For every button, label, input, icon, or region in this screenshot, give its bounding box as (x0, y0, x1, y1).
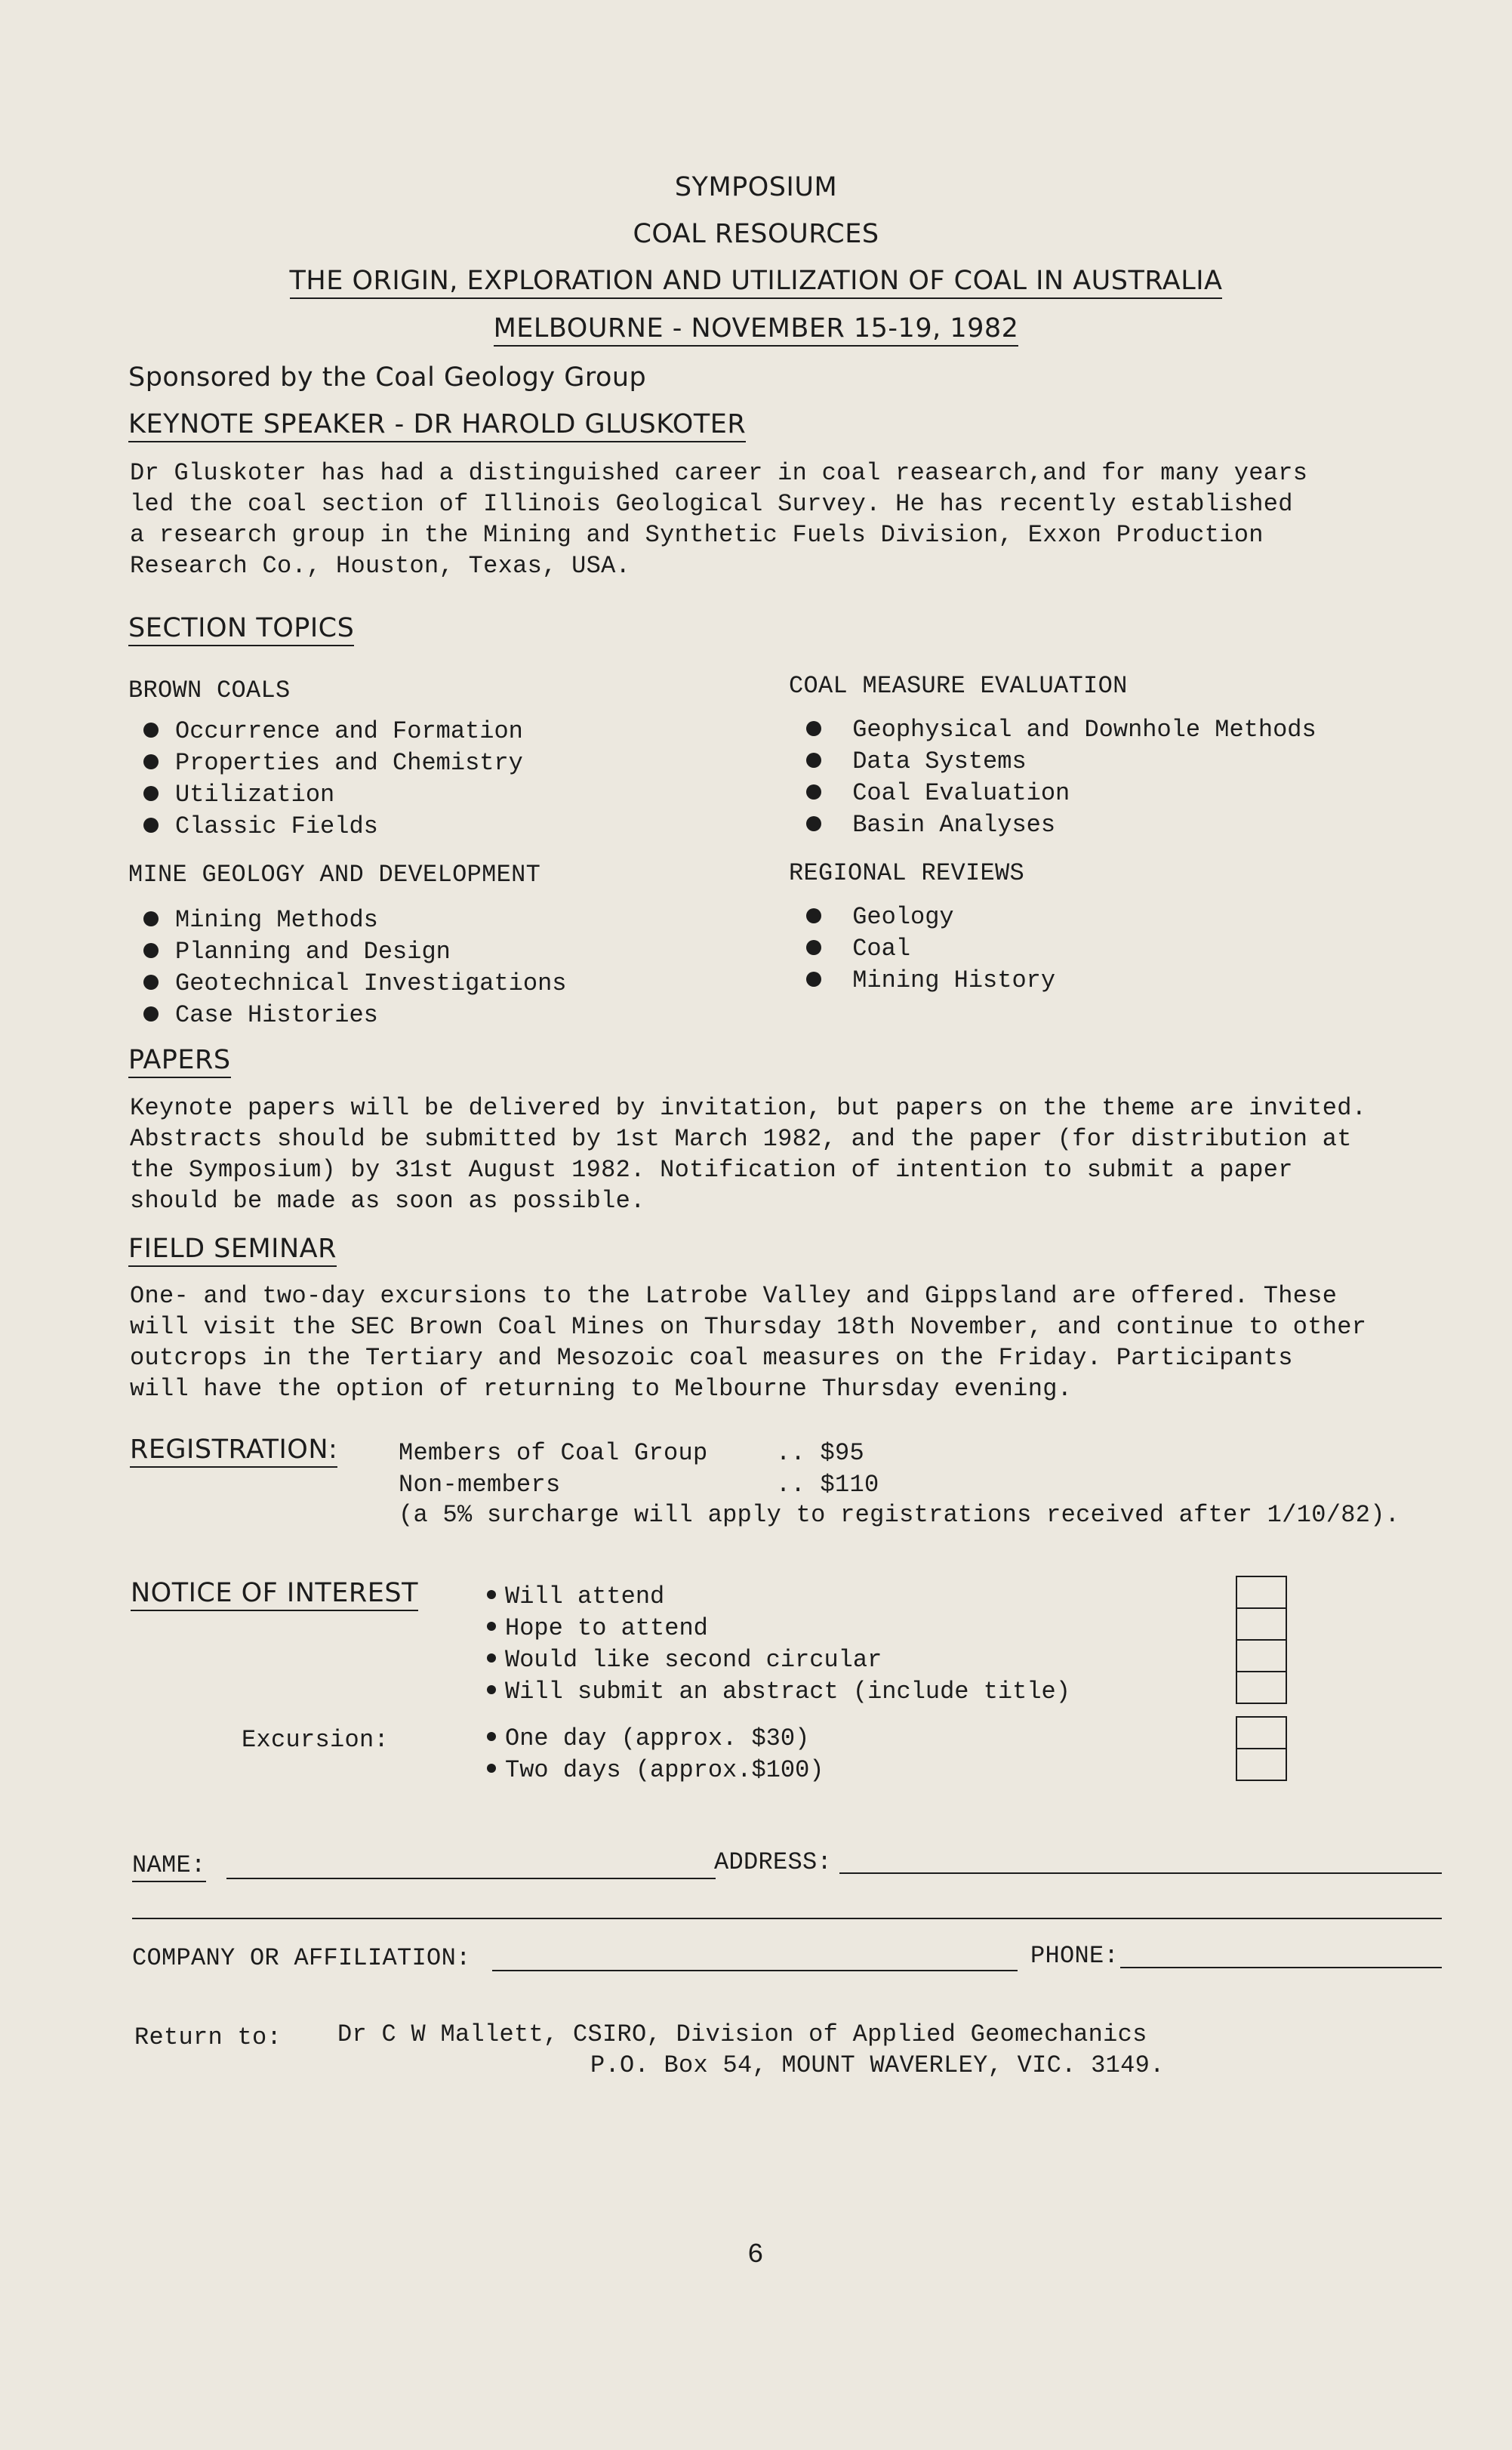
excursion-label: Excursion: (242, 1726, 390, 1754)
field-seminar-paragraph: One- and two-day excursions to the Latrobe Valley and Gippsland are offered. These will visit the SEC Brown Coal Mines on Thursday 18th November, and continue to other outcrops in the Tertiary and Mesozoic coal measures on the Friday. Participants will have the option of returning to Melbourne Thursday evening. (130, 1282, 1367, 1403)
name-field[interactable] (226, 1878, 716, 1879)
bullet-icon (143, 911, 159, 926)
bullet-icon (487, 1764, 496, 1773)
registration-members-fee: .. $95 (776, 1439, 865, 1467)
bullet-icon (806, 816, 821, 831)
list-item: Mining Methods (143, 904, 566, 936)
papers-heading: PAPERS (128, 1045, 231, 1075)
address-field-line-2[interactable] (132, 1918, 1442, 1919)
checkbox-one-day[interactable] (1237, 1718, 1286, 1749)
checkbox-two-days[interactable] (1237, 1749, 1286, 1780)
bullet-icon (806, 908, 821, 923)
list-item: Classic Fields (143, 811, 523, 843)
list-item: Two days (approx.$100) (487, 1755, 824, 1786)
list-item: Coal (806, 933, 1055, 965)
return-to-address-line-2: P.O. Box 54, MOUNT WAVERLEY, VIC. 3149. (590, 2051, 1165, 2079)
bullet-icon (487, 1732, 496, 1741)
bullet-icon (487, 1685, 496, 1694)
list-item: Will submit an abstract (include title) (487, 1676, 1070, 1708)
company-label: COMPANY OR AFFILIATION: (132, 1944, 471, 1972)
topic-group-title: BROWN COALS (128, 676, 291, 704)
section-topics-heading: SECTION TOPICS (128, 613, 354, 643)
checkbox-will-attend[interactable] (1237, 1577, 1286, 1609)
list-item: Hope to attend (487, 1613, 1070, 1644)
page-number: 6 (747, 2239, 764, 2270)
bullet-icon (143, 1006, 159, 1022)
address-label: ADDRESS: (714, 1848, 833, 1876)
header-symposium: SYMPOSIUM (674, 172, 838, 202)
bullet-icon (143, 818, 159, 833)
bullet-icon (143, 723, 159, 738)
list-item: Would like second circular (487, 1644, 1070, 1676)
keynote-heading: KEYNOTE SPEAKER - DR HAROLD GLUSKOTER (128, 409, 746, 439)
company-field[interactable] (492, 1970, 1018, 1971)
notice-heading: NOTICE OF INTEREST (131, 1578, 418, 1608)
return-to-label: Return to: (134, 2023, 282, 2051)
return-to-address-line-1: Dr C W Mallett, CSIRO, Division of Applied Geomechanics (337, 2020, 1147, 2048)
topic-group-title: COAL MEASURE EVALUATION (789, 672, 1128, 700)
bullet-icon (487, 1590, 496, 1599)
list-item: Geotechnical Investigations (143, 968, 566, 1000)
papers-paragraph: Keynote papers will be delivered by invitation, but papers on the theme are invited. Abstracts should be submitted by 1st March 1982, and the paper (for distribution at the Symposium) by 31st August 1982. Notification of intention to submit a paper should be made as soon as possible. (130, 1094, 1367, 1215)
bullet-icon (806, 753, 821, 768)
phone-field[interactable] (1120, 1967, 1442, 1968)
address-field[interactable] (839, 1872, 1442, 1874)
list-item: Geophysical and Downhole Methods (806, 714, 1316, 746)
list-item: Mining History (806, 965, 1055, 997)
registration-members-label: Members of Coal Group (399, 1439, 708, 1467)
header-title: THE ORIGIN, EXPLORATION AND UTILIZATION OF COAL IN AUSTRALIA (0, 266, 1512, 296)
checkbox-second-circular[interactable] (1237, 1641, 1286, 1672)
bullet-icon (806, 940, 821, 955)
list-item: One day (approx. $30) (487, 1723, 824, 1755)
field-seminar-heading: FIELD SEMINAR (128, 1234, 337, 1264)
header-date-location: MELBOURNE - NOVEMBER 15-19, 1982 (0, 313, 1512, 344)
registration-nonmembers-label: Non-members (399, 1471, 561, 1499)
excursion-options (487, 1723, 824, 1786)
registration-heading: REGISTRATION: (130, 1435, 337, 1465)
list-item: Data Systems (806, 746, 1316, 778)
bullet-icon (806, 784, 821, 800)
name-label: NAME: (132, 1851, 206, 1879)
list-item: Properties and Chemistry (143, 747, 523, 779)
keynote-paragraph: Dr Gluskoter has had a distinguished career in coal reasearch,and for many years led the coal section of Illinois Geological Survey. He has recently established a research group in the Mining and Synthetic Fuels Division, Exxon Production Research Co., Houston, Texas, USA. (130, 459, 1308, 580)
topic-list-mine-geology (143, 904, 566, 1031)
sponsor-line: Sponsored by the Coal Geology Group (128, 362, 647, 393)
excursion-checkbox-group (1236, 1716, 1287, 1781)
list-item: Coal Evaluation (806, 778, 1316, 809)
notice-options (487, 1581, 1070, 1708)
header-coal-resources: COAL RESOURCES (633, 219, 879, 249)
list-item: Basin Analyses (806, 809, 1316, 841)
bullet-icon (143, 975, 159, 990)
topic-list-coal-measure (806, 714, 1316, 841)
topic-group-title: REGIONAL REVIEWS (789, 859, 1025, 887)
bullet-icon (806, 721, 821, 736)
registration-surcharge-note: (a 5% surcharge will apply to registrations received after 1/10/82). (399, 1501, 1400, 1529)
bullet-icon (143, 943, 159, 958)
bullet-icon (143, 786, 159, 801)
list-item: Will attend (487, 1581, 1070, 1613)
bullet-icon (487, 1622, 496, 1631)
bullet-icon (487, 1653, 496, 1663)
list-item: Case Histories (143, 1000, 566, 1031)
list-item: Planning and Design (143, 936, 566, 968)
topic-list-brown-coals (143, 716, 523, 843)
checkbox-hope-to-attend[interactable] (1237, 1609, 1286, 1641)
checkbox-submit-abstract[interactable] (1237, 1672, 1286, 1703)
list-item: Occurrence and Formation (143, 716, 523, 747)
bullet-icon (806, 972, 821, 987)
list-item: Geology (806, 901, 1055, 933)
bullet-icon (143, 754, 159, 769)
topic-list-regional (806, 901, 1055, 997)
registration-nonmembers-fee: .. $110 (776, 1471, 879, 1499)
phone-label: PHONE: (1030, 1942, 1119, 1970)
topic-group-title: MINE GEOLOGY AND DEVELOPMENT (128, 861, 541, 889)
list-item: Utilization (143, 779, 523, 811)
notice-checkbox-group (1236, 1576, 1287, 1704)
